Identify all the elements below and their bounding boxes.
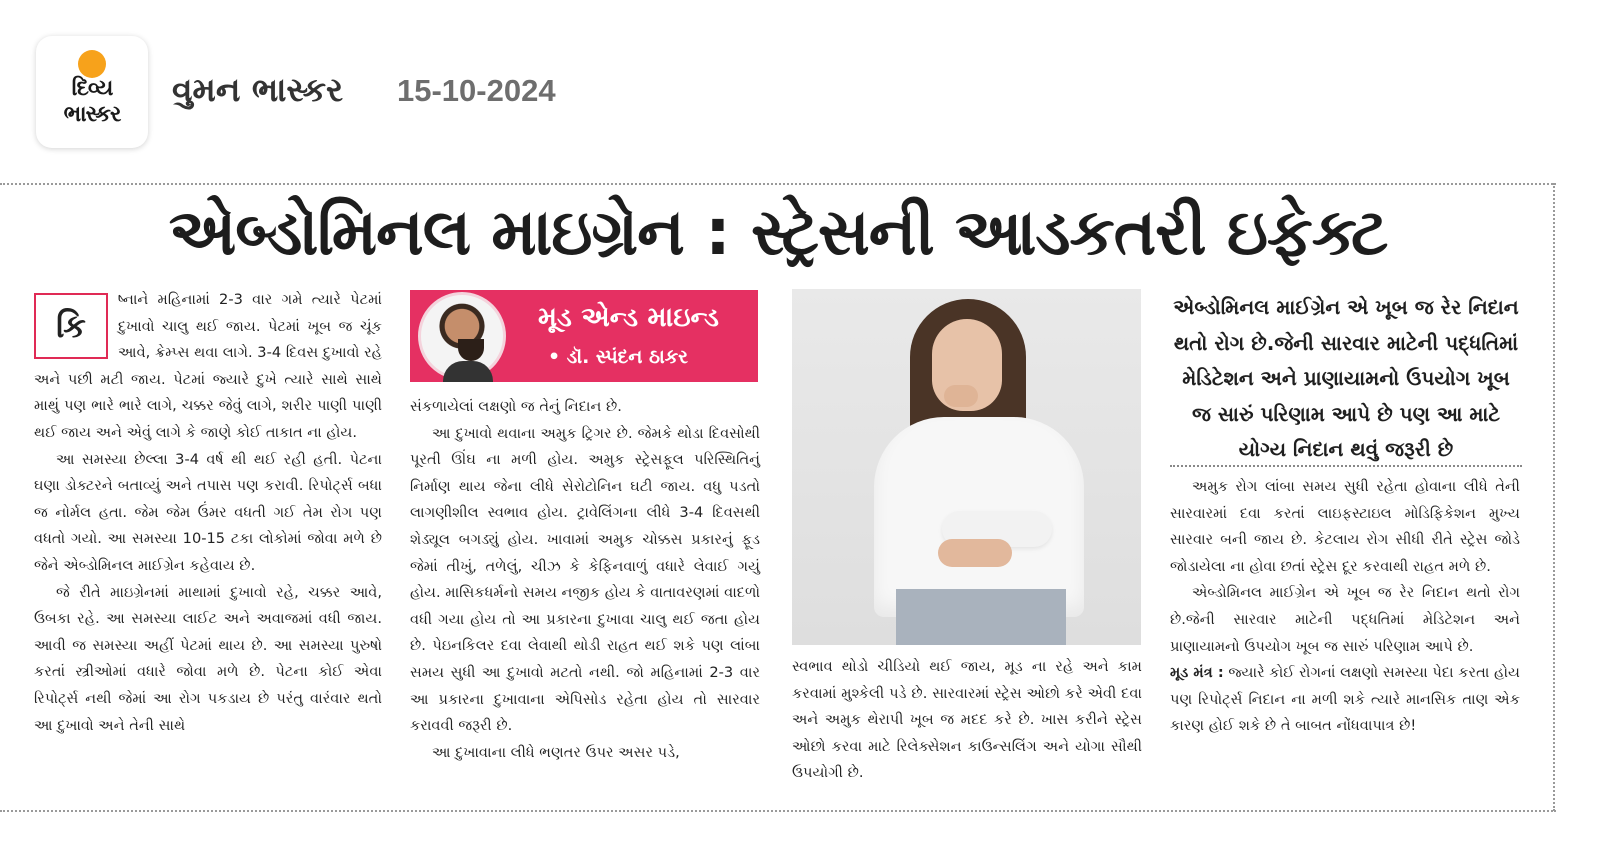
paragraph: જે રીતે માઇગ્રેનમાં માથામાં દુખાવો રહે, ચક્કર આવે, ઉબકા રહે. આ સમસ્યા લાઈટ અને અવાજમાં વધી જાય. આવી જ સમસ્યા અહીં પેટમાં થાય છે. આ સમસ્યા પુરુષો કરતાં સ્ત્રીઓમાં વધારે જોવા મળે છે. પેટના કોઈ એવા રિપોર્ટ્સ નથી જેમાં આ રોગ પકડાય છે પરંતુ વારંવાર થતો આ દુખાવો અને તેની સાથે: [34, 583, 382, 734]
mood-mantra-label: મૂડ મંત્ર :: [1170, 664, 1224, 682]
pull-quote-divider: [1170, 465, 1522, 467]
article-column-3: [792, 654, 1142, 787]
bottom-divider: [0, 810, 1556, 812]
mood-mantra-text: જ્યારે કોઈ રોગનાં લક્ષણો સમસ્યા પેદા કરતા હોય પણ રિપોર્ટ્સ નિદાન ના મળી શકે ત્યારે માનસિક તાણ એક કારણ હોઈ શકે છે તે બાબત નોંધવાપાત્ર છે!: [1170, 664, 1520, 735]
author-avatar: [418, 292, 506, 380]
paragraph: આ સમસ્યા છેલ્લા 3-4 વર્ષ થી થઈ રહી હતી. પેટના ઘણા ડોક્ટરને બતાવ્યું અને તપાસ પણ કરાવી. રિપોર્ટ્સ બધા જ નોર્મલ હતા. જેમ જેમ ઉંમર વધતી ગઈ તેમ રોગ પણ વધતો ગયો. આ સમસ્યા 10-15 ટકા લોકોમાં જોવા મળે છે જેને એબ્ડોમિનલ માઈગ્રેન કહેવાય છે.: [34, 450, 382, 574]
drop-cap: કિ: [34, 293, 108, 359]
article-column-2: [410, 394, 760, 766]
mood-mantra-paragraph: [1170, 660, 1520, 740]
paragraph: આ દુખાવો થવાના અમુક ટ્રિગર છે. જેમકે થોડા દિવસોથી પૂરતી ઊંઘ ના મળી હોય. અમુક સ્ટ્રેસફૂલ પરિસ્થિતિનું નિર્માણ થાય જેના લીધે સેરોટોનિન ઘટી જાય. વધુ પડતો લાગણીશીલ સ્વભાવ હોય. ટ્રાવેલિંગના લીધે 3-4 દિવસથી શેડ્યૂલ બગડ્યું હોય. ખાવામાં અમુક ચોક્કસ પ્રકારનું ફૂડ જેમાં તીખું, તળેલું, ચીઝ કે કેફિનવાળું વધારે લેવાઈ ગયું હોય. માસિકધર્મનો સમય નજીક હોય કે વાતાવરણમાં વાદળો વધી ગયા હોય તો આ પ્રકારના દુખાવા ચાલુ થઈ જતા હોય છે. પેઇનકિલર દવા લેવાથી થોડી રાહત થઈ શકે પણ લાંબા સમય સુધી આ દુખાવો મટતો નથી. જો મહિનામાં 2-3 વાર આ પ્રકારના દુખાવાના એપિસોડ રહેતા હોય તો સારવાર કરાવવી જરૂરી છે.: [410, 424, 760, 735]
author-name: • ડૉ. સ્પંદન ઠાકર: [548, 346, 689, 368]
column-name: મૂડ એન્ડ માઇન્ડ: [538, 302, 719, 333]
article-column-4: [1170, 474, 1520, 740]
paragraph: સંકળાયેલાં લક્ષણો જ તેનું નિદાન છે.: [410, 398, 622, 415]
photo-jeans: [896, 589, 1066, 645]
newspaper-logo: [36, 36, 148, 148]
paragraph: સ્વભાવ થોડો ચીડિયો થઈ જાય, મૂડ ના રહે અને કામ કરવામાં મુશ્કેલી પડે છે. સારવારમાં સ્ટ્રેસ ઓછો કરે એવી દવા અને અમુક થેરાપી ખૂબ જ મદદ કરે છે. ખાસ કરીને સ્ટ્રેસ ઓછો કરવા માટે રિલેક્સેશન કાઉન્સલિંગ અને યોગા સૌથી ઉપયોગી છે.: [792, 658, 1142, 782]
article-column-1: [34, 287, 382, 739]
paragraph: ષ્નાને મહિનામાં 2-3 વાર ગમે ત્યારે પેટમાં દુખાવો ચાલુ થઈ જાય. પેટમાં ખૂબ જ ચૂંક આવે, ક્રેમ્પ્સ થવા લાગે. 3-4 દિવસ દુખાવો રહે અને પછી મટી જાય. પેટમાં જ્યારે દુખે ત્યારે સાથે સાથે માથું પણ ભારે ભારે લાગે, ચક્કર જેવું લાગે, શરીર પાણી પાણી થઈ જાય અને એવું લાગે કે જાણે કોઈ તાકાત ના હોય.: [34, 291, 382, 441]
article-photo: [792, 289, 1141, 645]
sun-icon: [78, 50, 106, 78]
right-divider: [1553, 183, 1555, 811]
article-headline: એબ્ડોમિનલ માઇગ્રેન : સ્ટ્રેસની આડકતરી ઇફેક્ટ: [168, 196, 1388, 270]
photo-hand: [944, 385, 978, 407]
paragraph: આ દુખાવાના લીધે ભણતર ઉપર અસર પડે,: [432, 743, 680, 761]
top-divider: [0, 183, 1556, 185]
avatar-shirt: [443, 361, 493, 382]
columnist-banner: [410, 290, 758, 382]
publication-date: 15-10-2024: [397, 73, 556, 108]
paragraph: અમુક રોગ લાંબા સમય સુધી રહેતા હોવાના લીધે તેની સારવારમાં દવા કરતાં લાઇફસ્ટાઇલ મોડિફિકેશન મુખ્ય સારવાર બની જાય છે. કેટલાય રોગ સીધી રીતે સ્ટ્રેસ જોડે જોડાયેલા ના હોવા છતાં સ્ટ્રેસ દૂર કરવાથી રાહત મળે છે.: [1170, 478, 1520, 575]
logo-text-line2: ભાસ્કર: [63, 102, 121, 127]
photo-hands: [938, 539, 1012, 567]
paragraph: એબ્ડોમિનલ માઈગ્રેન એ ખૂબ જ રેર નિદાન થતો રોગ છે.જેની સારવાર માટેની પદ્ધતિમાં મેડિટેશન અને પ્રાણાયામનો ઉપયોગ ખૂબ જ સારું પરિણામ આપે છે.: [1170, 584, 1520, 655]
avatar-beard: [458, 339, 484, 361]
pull-quote: એબ્ડોમિનલ માઈગ્રેન એ ખૂબ જ રેર નિદાન થતો રોગ છે.જેની સારવાર માટેની પદ્ધતિમાં મેડિટેશન અને પ્રાણાયામનો ઉપયોગ ખૂબ જ સારું પરિણામ આપે છે પણ આ માટે યોગ્ય નિદાન થવું જરૂરી છે: [1173, 295, 1519, 461]
logo-text-line1: દિવ્ય: [71, 76, 113, 101]
section-name: વુમન ભાસ્કર: [172, 70, 344, 109]
